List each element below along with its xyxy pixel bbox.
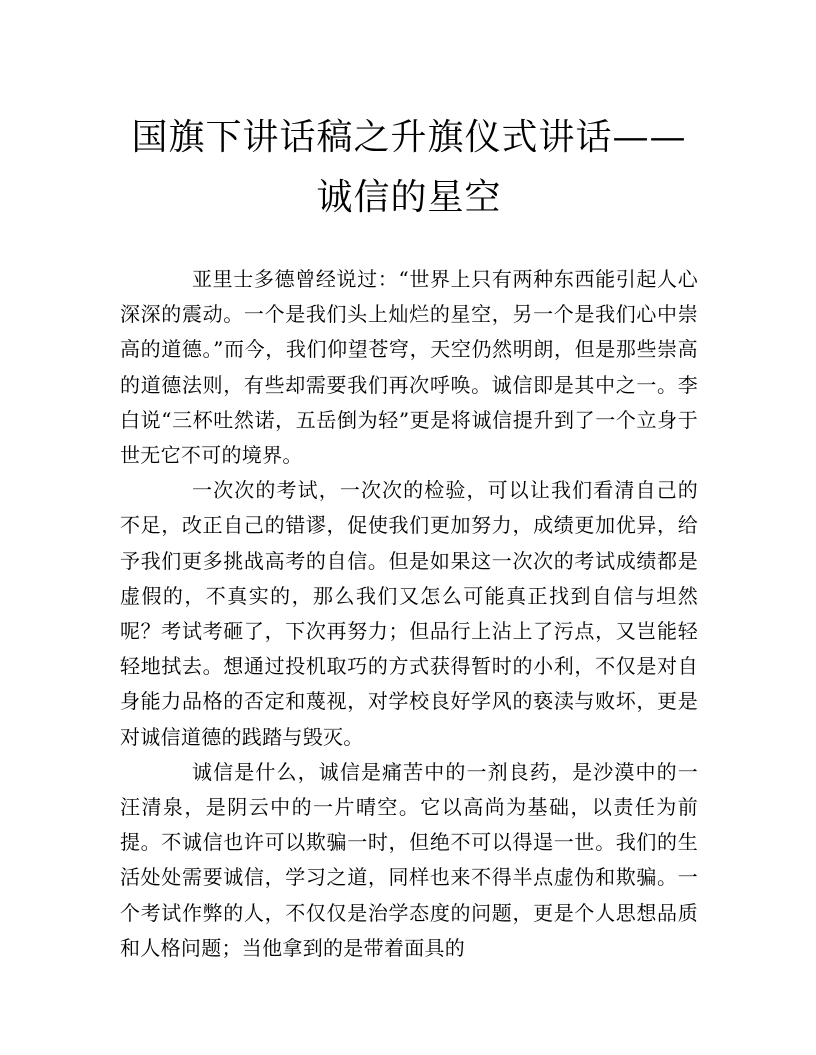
paragraph: 一次次的考试，一次次的检验，可以让我们看清自己的不足，改正自己的错谬，促使我们更加努力，成绩更加优异，给予我们更多挑战高考的自信。但是如果这一次次的考试成绩都是虚假的，不真实的，那么我们又怎么可能真正找到自信与坦然呢？考试考砸了，下次再努力；但品行上沾上了污点，又岂能轻轻地拭去。想通过投机取巧的方式获得暂时的小利，不仅是对自身能力品格的否定和蔑视，对学校良好学风的亵渎与败坏，更是对诚信道德的践踏与毁灭。 bbox=[120, 478, 698, 749]
page-title: 国旗下讲话稿之升旗仪式讲话——诚信的星空 bbox=[131, 117, 687, 218]
document-body bbox=[120, 262, 698, 966]
paragraph: 诚信是什么，诚信是痛苦中的一剂良药，是沙漠中的一汪清泉，是阴云中的一片晴空。它以高尚为基础，以责任为前提。不诚信也许可以欺骗一时，但绝不可以得逞一世。我们的生活处处需要诚信，学习之道，同样也来不得半点虚伪和欺骗。一个考试作弊的人，不仅仅是治学态度的问题，更是个人思想品质和人格问题；当他拿到的是带着面具的 bbox=[120, 759, 698, 960]
paragraph: 亚里士多德曾经说过：“世界上只有两种东西能引起人心深深的震动。一个是我们头上灿烂的星空，另一个是我们心中崇高的道德。”而今，我们仰望苍穹，天空仍然明朗，但是那些崇高的道德法则，有些却需要我们再次呼唤。诚信即是其中之一。李白说“三杯吐然诺，五岳倒为轻”更是将诚信提升到了一个立身于世无它不可的境界。 bbox=[120, 267, 698, 468]
